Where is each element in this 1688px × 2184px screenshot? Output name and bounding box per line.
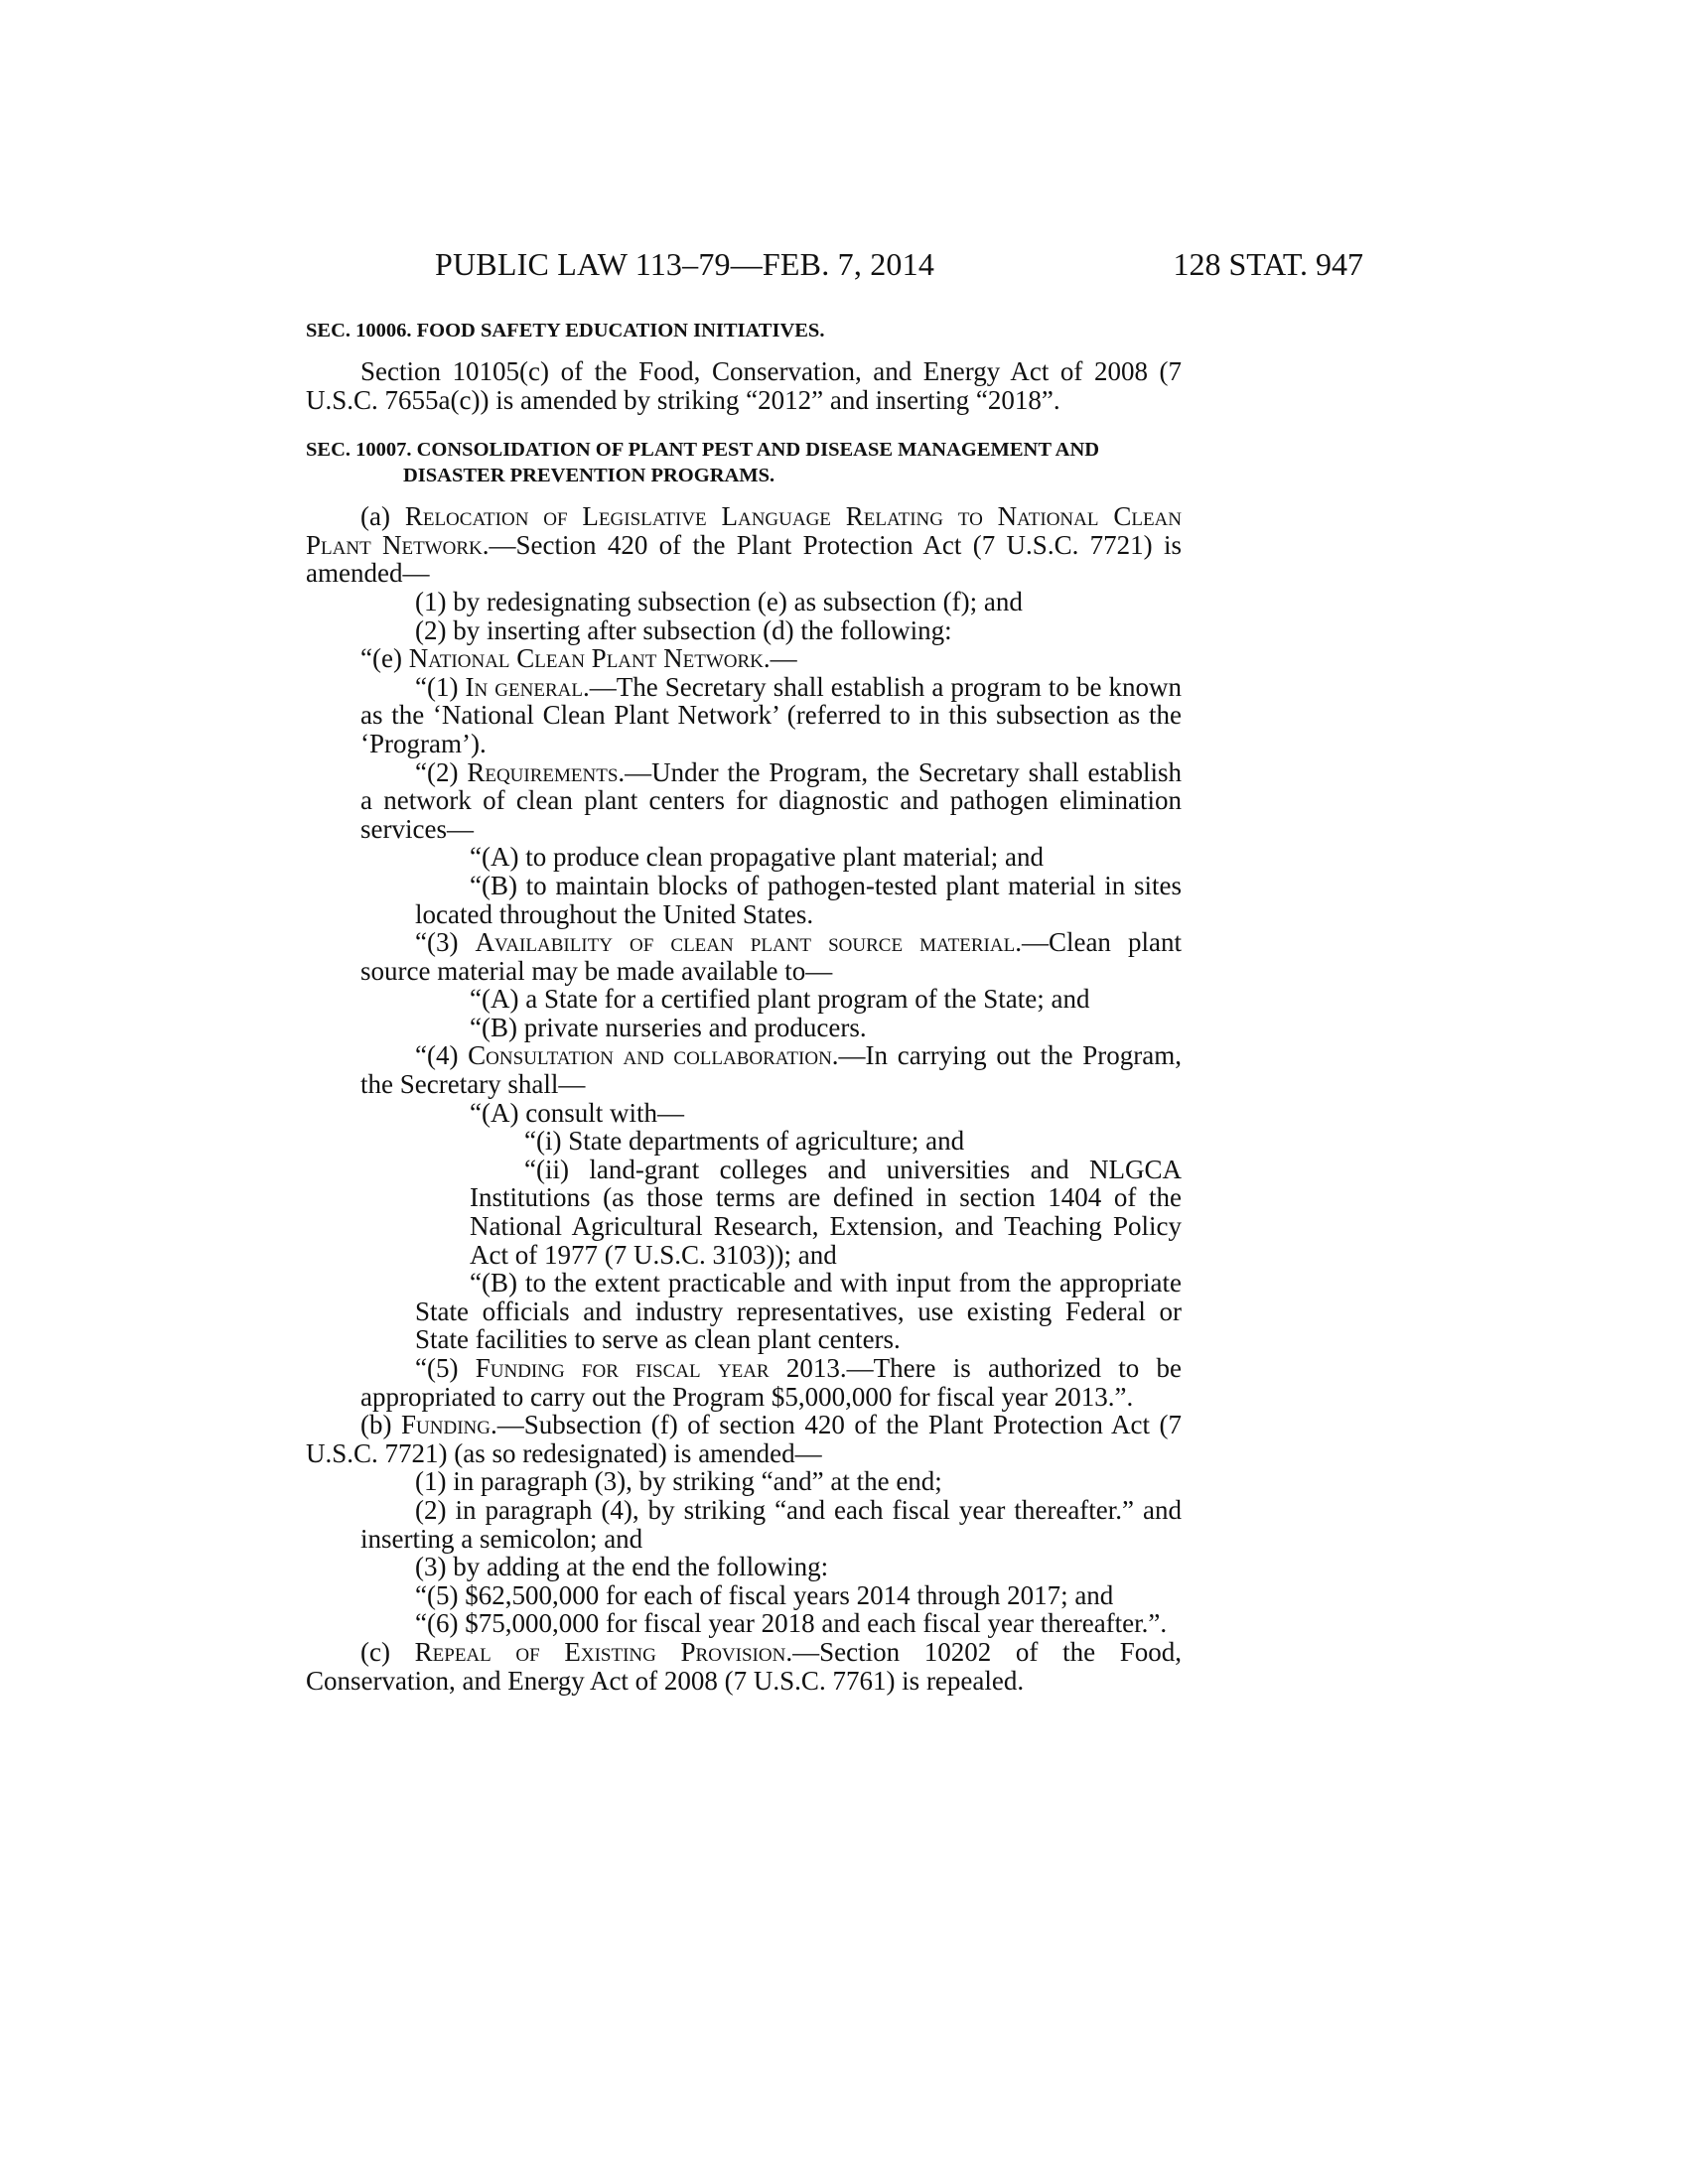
subsection-a-marker: (a) — [360, 501, 405, 532]
paragraph-4-text: —In carrying out the Program, the Secretary shall— — [360, 1040, 1182, 1100]
section-10007-heading: SEC. 10007. CONSOLIDATION OF PLANT PEST AND DISEASE MANAGEMENT AND DISASTER PREVENTION PROGRAMS. — [306, 439, 1100, 487]
paragraph-2-text: —Under the Program, the Secretary shall establish a network of clean plant centers for diagnostic and pathogen elimination services— — [360, 756, 1182, 844]
subsection-c — [306, 1638, 1182, 1695]
inserted-subsection-e-caption: National Clean Plant Network. — [408, 643, 771, 674]
paragraph-3-marker: “(3) — [415, 927, 476, 958]
paragraph-2 — [306, 758, 1182, 844]
subsection-a-caption: Relocation of Legislative Language Relating to National Clean Plant Network. — [306, 501, 1182, 560]
subsection-a — [306, 502, 1182, 588]
section-10006-text: Section 10105(c) of the Food, Conservation, and Energy Act of 2008 (7 U.S.C. 7655a(c)) is amended by striking “2012” and inserting “2018”. — [306, 356, 1182, 415]
subsection-c-text: —Section 10202 of the Food, Conservation, and Energy Act of 2008 (7 U.S.C. 7761) is repealed. — [306, 1636, 1183, 1696]
paragraph-2-subparagraph-b: “(B) to maintain blocks of pathogen-tested plant material in sites located throughout the United States. — [415, 870, 1182, 929]
subsection-b-caption: Funding. — [401, 1410, 497, 1440]
paragraph-4-clause-i: “(i) State departments of agriculture; and — [524, 1126, 965, 1157]
running-head — [306, 246, 1363, 286]
paragraph-5-marker: “(5) — [415, 1353, 476, 1383]
paragraph-1 — [306, 673, 1182, 758]
paragraph-3-text: —Clean plant source material may be made available to— — [360, 927, 1182, 986]
paragraph-4-subparagraph-b: “(B) to the extent practicable and with input from the appropriate State officials and industry representatives, use existing Federal or State facilities to serve as clean plant centers. — [415, 1268, 1182, 1355]
paragraph-4-marker: “(4) — [415, 1040, 469, 1071]
subsection-b-text: —Subsection (f) of section 420 of the Plant Protection Act (7 U.S.C. 7721) (as so redesignated) is amended— — [306, 1410, 1182, 1468]
inserted-subsection-e-marker: “(e) — [360, 643, 409, 674]
subsection-a-paragraph-1: (1) by redesignating subsection (e) as subsection (f); and — [415, 586, 1023, 616]
subsection-b-marker: (b) — [360, 1410, 402, 1440]
paragraph-3-subparagraph-b: “(B) private nurseries and producers. — [470, 1012, 867, 1042]
subsection-c-marker: (c) — [360, 1636, 415, 1667]
paragraph-4-clause-ii: “(ii) land-grant colleges and universities and NLGCA Institutions (as those terms are defined in section 1404 of the National Agricultural Research, Extension, and Teaching Policy Act of 1977 (7 U.S.C. 3103)); and — [470, 1154, 1182, 1270]
running-head-title: PUBLIC LAW 113–79—FEB. 7, 2014 — [435, 246, 935, 282]
inserted-subsection-e-dash: — — [770, 643, 797, 674]
subsection-b-paragraph-3: (3) by adding at the end the following: — [415, 1552, 829, 1582]
page-number: 128 STAT. 947 — [1173, 246, 1363, 282]
paragraph-2-subparagraph-a: “(A) to produce clean propagative plant material; and — [470, 842, 1044, 873]
subsection-b-paragraph-1: (1) in paragraph (3), by striking “and” at the end; — [415, 1466, 942, 1497]
paragraph-4-caption: Consultation and collaboration. — [468, 1040, 839, 1071]
paragraph-4-subparagraph-a: “(A) consult with— — [470, 1097, 684, 1128]
paragraph-1-marker: “(1) — [415, 671, 466, 702]
paragraph-3-subparagraph-a: “(A) a State for a certified plant program of the State; and — [470, 984, 1090, 1015]
section-10006-heading: SEC. 10006. FOOD SAFETY EDUCATION INITIATIVES. — [306, 320, 825, 341]
paragraph-4 — [306, 1041, 1182, 1098]
subsection-a-paragraph-2: (2) by inserting after subsection (d) the following: — [415, 614, 952, 645]
paragraph-2-marker: “(2) — [415, 756, 468, 787]
inserted-subsection-e — [306, 644, 1182, 673]
paragraph-3 — [306, 928, 1182, 985]
subsection-a-text: —Section 420 of the Plant Protection Act (7 U.S.C. 7721) is amended— — [306, 529, 1182, 589]
paragraph-3-caption: Availability of clean plant source material. — [475, 927, 1022, 958]
inserted-paragraph-6: “(6) $75,000,000 for fiscal year 2018 and each fiscal year thereafter.”. — [415, 1608, 1168, 1639]
paragraph-5-text: —There is authorized to be appropriated to carry out the Program $5,000,000 for fiscal year 2013.”. — [360, 1353, 1182, 1412]
subsection-c-caption: Repeal of Existing Provision. — [414, 1636, 793, 1667]
paragraph-2-caption: Requirements. — [467, 756, 626, 787]
subsection-b — [306, 1411, 1182, 1467]
paragraph-5-caption: Funding for fiscal year 2013. — [475, 1353, 847, 1383]
paragraph-1-text: —The Secretary shall establish a program to be known as the ‘National Clean Plant Network’ (referred to in this subsection as the ‘Program’). — [360, 671, 1182, 758]
paragraph-1-caption: In general. — [465, 671, 590, 702]
paragraph-5 — [306, 1354, 1182, 1411]
subsection-b-paragraph-2: (2) in paragraph (4), by striking “and each fiscal year thereafter.” and inserting a semicolon; and — [360, 1494, 1182, 1554]
inserted-paragraph-5: “(5) $62,500,000 for each of fiscal years 2014 through 2017; and — [415, 1579, 1114, 1610]
document-body — [306, 318, 1182, 1695]
